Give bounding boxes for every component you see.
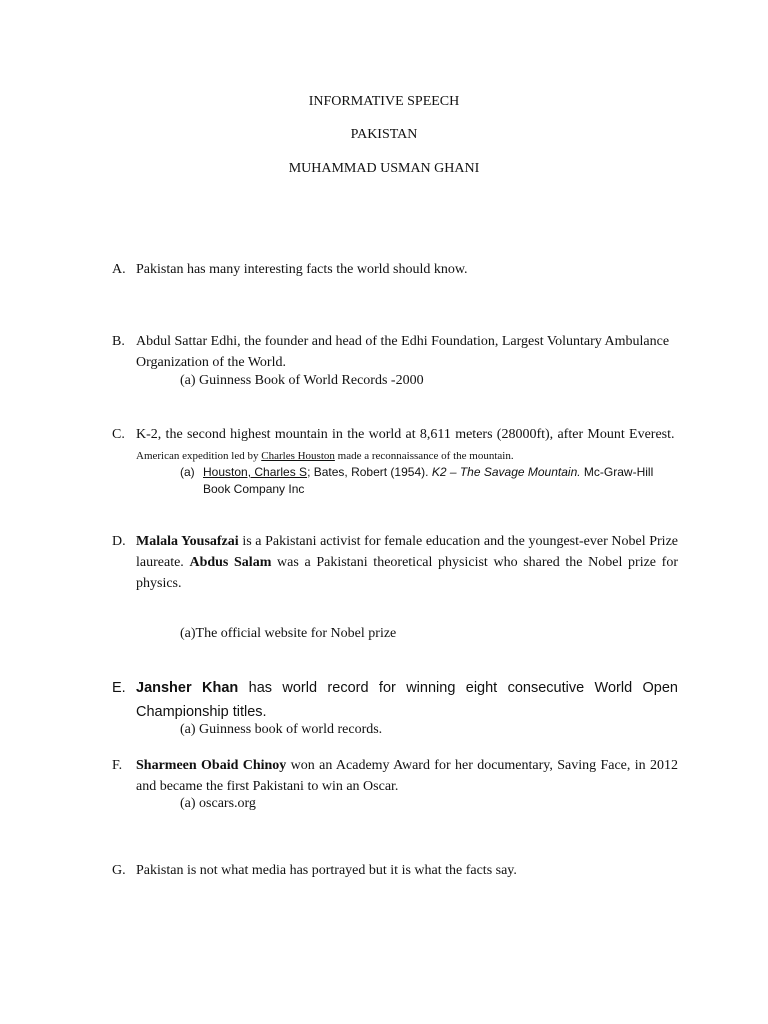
person-name: Sharmeen Obaid Chinoy bbox=[136, 758, 287, 773]
person-name: Malala Yousafzai bbox=[136, 534, 239, 549]
reference-author-link[interactable]: Houston, Charles S bbox=[203, 465, 308, 479]
reference-publisher: Mc-Graw-Hill Book Company Inc bbox=[203, 465, 654, 496]
document-author: MUHAMMAD USMAN GHANI bbox=[288, 161, 480, 176]
item-c-main-text: K-2, the second highest mountain in the world at 8,611 meters (28000ft), after Mount Everest. bbox=[136, 427, 675, 442]
item-c-note: American expedition led by Charles Houston made a reconnaissance of the mountain. bbox=[136, 450, 514, 462]
charles-houston-link[interactable]: Charles Houston bbox=[261, 450, 335, 462]
item-e-source: (a) Guinness book of world records. bbox=[180, 722, 383, 737]
item-letter: C. bbox=[112, 427, 125, 442]
item-c-reference bbox=[180, 464, 680, 498]
reference-number: (a) bbox=[180, 465, 195, 479]
item-letter: B. bbox=[112, 334, 125, 349]
item-d-source: (a)The official website for Nobel prize bbox=[180, 626, 397, 641]
reference-coauthor: ; Bates, Robert (1954). bbox=[307, 465, 429, 479]
item-f bbox=[112, 755, 678, 797]
item-b-source: (a) Guinness Book of World Records -2000 bbox=[180, 373, 424, 388]
item-a bbox=[112, 259, 678, 280]
document-title: INFORMATIVE SPEECH bbox=[308, 94, 460, 109]
item-e bbox=[112, 676, 678, 724]
item-letter: G. bbox=[112, 863, 126, 878]
item-text: Abdul Sattar Edhi, the founder and head of the Edhi Foundation, Largest Voluntary Ambulance Organization of the World. bbox=[136, 334, 670, 370]
item-text: Sharmeen Obaid Chinoy won an Academy Award for her documentary, Saving Face, in 2012 and became the first Pakistani to win an Oscar. bbox=[136, 758, 678, 794]
item-text: Pakistan is not what media has portrayed but it is what the facts say. bbox=[136, 863, 517, 878]
person-name: Jansher Khan bbox=[136, 680, 239, 696]
item-g bbox=[112, 860, 678, 881]
item-text: Malala Yousafzai is a Pakistani activist for female education and the youngest-ever Nobel Prize laureate. Abdus Salam was a Pakistani theoretical physicist who shared the Nobel prize for physics. bbox=[136, 534, 679, 591]
item-letter: F. bbox=[112, 758, 123, 773]
item-c bbox=[112, 424, 678, 467]
item-letter: D. bbox=[112, 534, 126, 549]
item-d bbox=[112, 531, 678, 594]
item-text: Jansher Khan has world record for winning eight consecutive World Open Championship titles. bbox=[136, 680, 678, 720]
item-letter: A. bbox=[112, 262, 126, 277]
item-text bbox=[136, 424, 678, 467]
item-letter: E. bbox=[112, 680, 126, 696]
person-name: Abdus Salam bbox=[189, 555, 272, 570]
item-text: Pakistan has many interesting facts the world should know. bbox=[136, 262, 468, 277]
item-f-source: (a) oscars.org bbox=[180, 796, 256, 811]
document-subtitle: PAKISTAN bbox=[350, 127, 418, 142]
reference-book-title: K2 – The Savage Mountain. bbox=[431, 465, 581, 479]
item-b bbox=[112, 331, 678, 373]
